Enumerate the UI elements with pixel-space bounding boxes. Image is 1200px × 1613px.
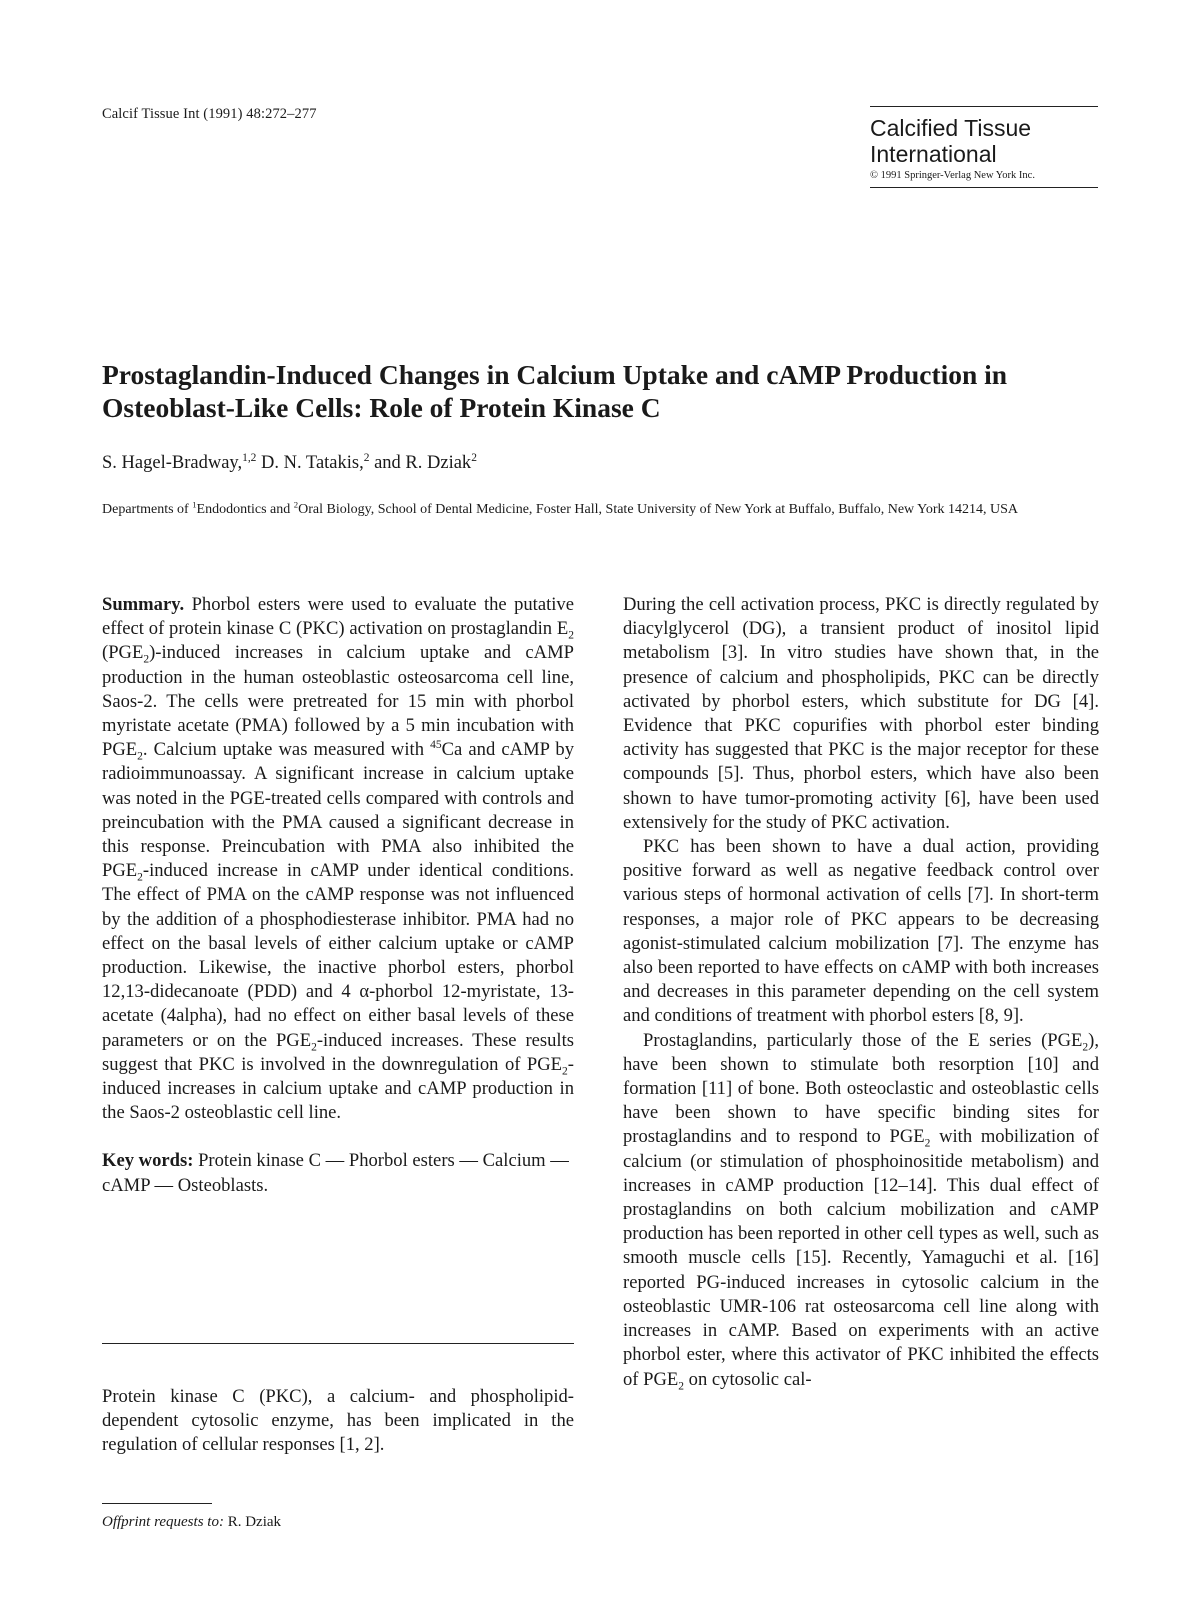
author-affil-mark: 2 — [471, 451, 477, 464]
summary-text: -induced increases in calcium uptake and cAMP production in the Saos-2 osteoblastic cell line. — [102, 1053, 574, 1124]
masthead-bottom-rule — [870, 187, 1098, 188]
journal-name — [870, 115, 1098, 167]
superscript: 45 — [430, 739, 442, 752]
author-affil-mark: 1,2 — [242, 451, 257, 464]
subscript: 2 — [562, 1065, 568, 1078]
body-paragraph — [623, 1029, 1099, 1392]
body-text: with mobilization of calcium (or stimulation of phosphoinositide metabolism) and increases in cAMP production [12–14]. This dual effect of prostaglandins on both calcium mobilization and cAMP production has been reported in other cell types as well, such as smooth muscle cells [15]. Recently, Yamaguchi et al. [16] reported PG-induced increases in cytosolic calcium in the osteoblastic UMR-106 rat osteosarcoma cell line along with increases in cAMP. Based on experiments with an active phorbol ester, where this activator of PKC inhibited the effects of PGE — [623, 1126, 1099, 1390]
section-divider — [102, 1343, 574, 1344]
keywords-text: Protein kinase C — Phorbol esters — Calcium — cAMP — Osteoblasts. — [102, 1150, 569, 1196]
author-name: S. Hagel-Bradway, — [102, 453, 243, 473]
body-paragraph: During the cell activation process, PKC is directly regulated by diacylglycerol (DG), a transient product of inositol lipid metabolism [3]. In vitro studies have shown that, in the presence of calcium and phospholipids, PKC can be directly activated by phorbol esters, which substitute for DG [4]. Evidence that PKC copurifies with phorbol ester binding activity has suggested that PKC is the major receptor for these compounds [5]. Thus, phorbol esters, which have also been shown to have tumor-promoting activity [6], have been used extensively for the study of PKC activation. — [623, 594, 1099, 833]
summary-paragraph — [102, 593, 574, 1125]
footnote-label: Offprint requests to: — [102, 1514, 224, 1530]
author-list — [102, 453, 477, 474]
affiliation-text: Oral Biology, School of Dental Medicine, Foster Hall, State University of New York at Buffalo, Buffalo, New York 14214, USA — [298, 502, 1019, 517]
journal-name-line1: Calcified Tissue — [870, 115, 1032, 141]
author-affil-mark: 2 — [363, 451, 370, 464]
subscript: 2 — [137, 871, 143, 884]
left-column — [102, 593, 574, 1198]
body-text: on cytosolic cal- — [684, 1368, 812, 1390]
summary-text: -induced increase in cAMP under identical conditions. The effect of PMA on the cAMP response was not influenced by the addition of a phosphodiesterase inhibitor. PMA had no effect on the basal levels of either calcium uptake or cAMP production. Likewise, the inactive phorbol esters, phorbol 12,13-didecanoate (PDD) and 4 α-phorbol 12-myristate, 13-acetate (4alpha), had no effect on either basal levels of these parameters or on the PGE — [102, 860, 574, 1051]
affil-mark: 1 — [192, 499, 197, 510]
summary-text: )-induced increases in calcium uptake and cAMP production in the human osteoblastic osteosarcoma cell line, Saos-2. The cells were pretreated for 15 min with phorbol myristate acetate (PMA) followed by a 5 min incubation with PGE — [102, 642, 574, 761]
affiliations — [102, 500, 1102, 520]
summary-label: Summary. — [102, 594, 185, 615]
author-name: and R. Dziak — [374, 453, 472, 473]
keywords-label: Key words: — [102, 1150, 194, 1172]
masthead-top-rule — [870, 106, 1098, 107]
body-text: ), have been shown to stimulate both resorption [10] and formation [11] of bone. Both osteoclastic and osteoblastic cells have been shown to have specific binding sites for prostaglandins and to respond to PGE — [623, 1029, 1099, 1148]
footnote-rule — [102, 1503, 212, 1504]
summary-text: Phorbol esters were used to evaluate the putative effect of protein kinase C (PKC) activation on prostaglandin E — [102, 594, 574, 640]
affiliation-text: Endodontics and — [196, 502, 294, 517]
subscript: 2 — [678, 1380, 685, 1393]
summary-text: Ca and cAMP by radioimmunoassay. A significant increase in calcium uptake was noted in the PGE-treated cells compared with controls and preincubation with the PMA caused a significant decrease in this response. Preincubation with PMA also inhibited the PGE — [102, 739, 574, 882]
right-column — [623, 593, 1099, 1392]
article-title: Prostaglandin-Induced Changes in Calcium Uptake and cAMP Production in Osteoblast-Like Cells: Role of Protein Kinase C — [102, 359, 1008, 423]
footnote — [102, 1514, 281, 1531]
journal-name-line2: International — [870, 141, 997, 167]
affil-mark: 2 — [293, 499, 299, 510]
summary-text: (PGE — [102, 642, 144, 664]
intro-paragraph: Protein kinase C (PKC), a calcium- and phospholipid-dependent cytosolic enzyme, has been implicated in the regulation of cellular responses [1, 2]. — [102, 1386, 574, 1456]
author-name: D. N. Tatakis, — [261, 453, 364, 473]
summary-text: . Calcium uptake was measured with — [142, 739, 431, 761]
footnote-name: R. Dziak — [223, 1514, 282, 1530]
subscript: 2 — [311, 1041, 317, 1054]
subscript: 2 — [1082, 1041, 1089, 1054]
journal-masthead — [870, 106, 1098, 188]
journal-citation: Calcif Tissue Int (1991) 48:272–277 — [102, 106, 317, 122]
summary-text: -induced increases. These results suggest that PKC is involved in the downregulation of PGE — [102, 1029, 575, 1075]
subscript: 2 — [143, 654, 150, 667]
subscript: 2 — [924, 1138, 931, 1151]
body-paragraph: PKC has been shown to have a dual action, providing positive forward as well as negative feedback control over various steps of hormonal activation of cells [7]. In short-term responses, a major role of PKC appears to be decreasing agonist-stimulated calcium mobilization [7]. The enzyme has also been reported to have effects on cAMP with both increases and decreases in this parameter depending on the cell system and conditions of treatment with phorbol esters [8, 9]. — [623, 836, 1099, 1027]
keywords-paragraph — [102, 1149, 574, 1197]
body-text: Prostaglandins, particularly those of the E series (PGE — [643, 1029, 1083, 1051]
affiliation-text: Departments of — [102, 502, 193, 517]
subscript: 2 — [568, 629, 574, 642]
subscript: 2 — [137, 750, 143, 763]
copyright-notice: © 1991 Springer-Verlag New York Inc. — [870, 170, 1035, 181]
